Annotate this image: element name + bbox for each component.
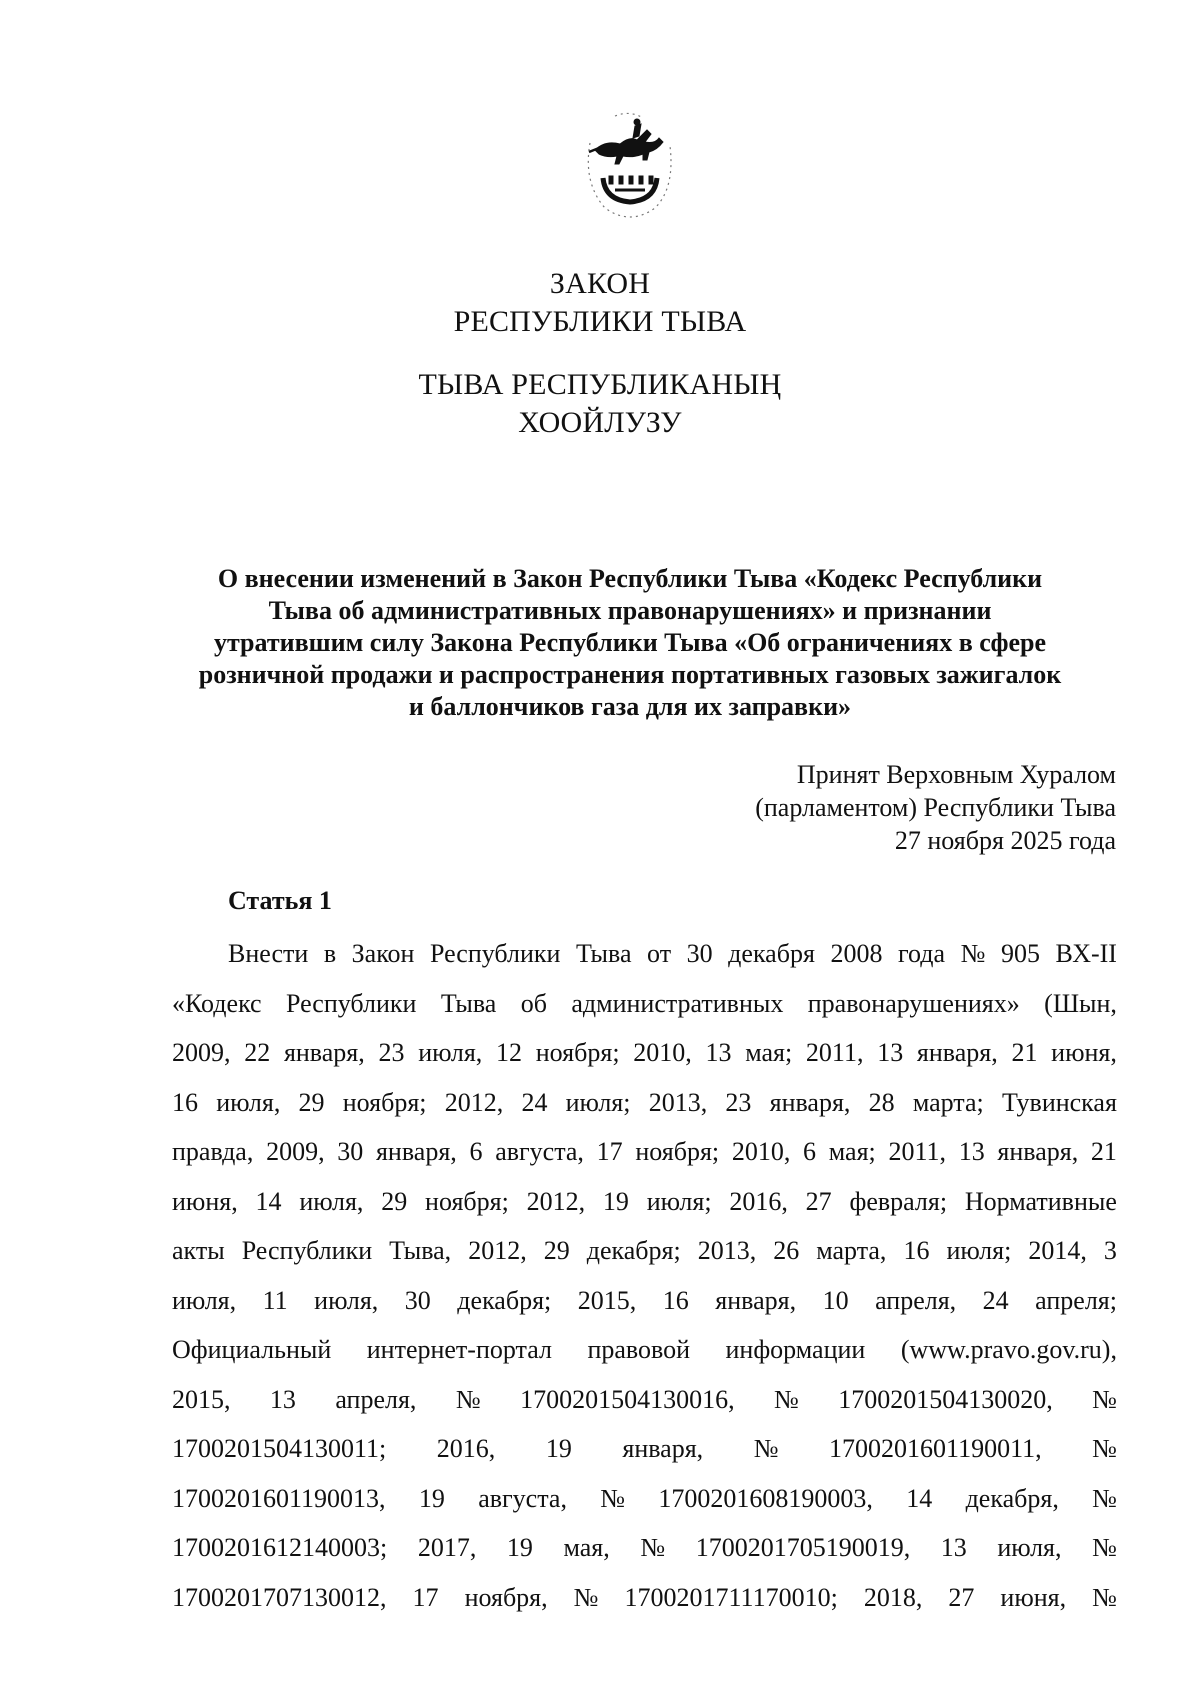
law-title-tuvan (0, 366, 1200, 442)
body-word: 2013, (697, 1236, 757, 1265)
subject-line: Тыва об административных правонарушениях» и признании (268, 596, 992, 625)
body-word: 2012, (468, 1236, 527, 1265)
body-word: 30 (686, 939, 713, 968)
law-title-line: РЕСПУБЛИКИ ТЫВА (453, 305, 747, 338)
body-word: 2016, (436, 1434, 496, 1463)
body-word: 13 (877, 1038, 904, 1067)
body-word: января, (769, 1087, 851, 1117)
body-word: интернет-портал (366, 1335, 552, 1364)
body-word: мая, (563, 1533, 610, 1562)
body-word: 2008 (830, 939, 883, 968)
body-line (172, 1573, 1117, 1623)
body-word: ноября; (635, 1137, 720, 1166)
body-line (172, 929, 1117, 979)
body-word: 1700201707130012, (172, 1582, 387, 1612)
body-word: января, (997, 1137, 1079, 1166)
body-word: 23 (378, 1038, 405, 1067)
body-word: Официальный (172, 1335, 332, 1364)
body-word: об (520, 988, 547, 1018)
adoption-note (755, 758, 1116, 857)
body-word: 10 (822, 1285, 849, 1315)
body-word: декабря; (586, 1236, 681, 1265)
body-word: 28 (868, 1087, 895, 1117)
body-word: Тувинская (1001, 1087, 1117, 1117)
body-word: № (640, 1533, 666, 1562)
body-word: Закон (351, 939, 415, 968)
body-word: июля, (418, 1038, 483, 1067)
body-line (172, 1028, 1117, 1078)
body-word: 21 (1090, 1137, 1117, 1166)
body-word: 6 (469, 1137, 483, 1166)
body-word: марта; (912, 1087, 984, 1117)
body-word: декабря, (965, 1483, 1059, 1513)
law-subject-heading (150, 563, 1110, 723)
body-word: правда, (172, 1137, 254, 1166)
body-word: 29 (298, 1087, 325, 1117)
body-word: апреля, (335, 1384, 417, 1414)
article-body (172, 929, 1117, 1622)
body-word: 19 (602, 1186, 629, 1216)
body-word: Республики (285, 988, 417, 1018)
body-word: № (573, 1582, 599, 1612)
body-word: 27 (805, 1186, 832, 1216)
body-word: года (898, 939, 946, 968)
body-line (172, 1424, 1117, 1474)
body-word: 2012, (526, 1186, 586, 1216)
body-word: 14 (255, 1186, 282, 1216)
body-word: 1700201612140003; (172, 1533, 388, 1562)
body-word: 2009, (266, 1137, 325, 1166)
body-word: № (753, 1434, 779, 1463)
body-line (172, 1127, 1117, 1177)
subject-line: О внесении изменений в Закон Республики Тыва «Кодекс Республики (217, 564, 1043, 593)
body-word: ВХ-II (1055, 939, 1117, 968)
body-line (172, 1325, 1117, 1375)
body-line (172, 1523, 1117, 1573)
body-word: 13 (705, 1038, 732, 1067)
body-word: 17 (412, 1582, 439, 1612)
body-word: 1700201601190013, (172, 1483, 386, 1513)
body-word: 2018, (863, 1582, 923, 1612)
body-word: № (774, 1384, 799, 1414)
body-word: 3 (1103, 1236, 1117, 1265)
body-word: 19 (545, 1434, 572, 1463)
body-word: 1700201711170010; (624, 1582, 838, 1612)
body-word: 11 (262, 1285, 288, 1315)
body-word: № (455, 1384, 481, 1414)
body-word: июля, (172, 1285, 237, 1315)
body-word: мая; (828, 1137, 876, 1166)
body-word: 13 (940, 1533, 967, 1562)
body-word: 17 (596, 1137, 623, 1166)
body-word: 24 (521, 1087, 548, 1117)
body-word: 30 (337, 1137, 364, 1166)
body-word: 2012, (444, 1087, 504, 1117)
body-word: 19 (506, 1533, 533, 1562)
subject-line: розничной продажи и распространения портативных газовых зажигалок (198, 660, 1062, 689)
body-word: 30 (404, 1285, 431, 1315)
body-word: (Шын, (1044, 988, 1117, 1018)
body-word: 2015, (577, 1285, 637, 1315)
body-word: 14 (906, 1483, 933, 1513)
body-word: № (960, 939, 986, 968)
body-word: 13 (958, 1137, 985, 1166)
body-word: 23 (725, 1087, 752, 1117)
body-word: июля, (216, 1087, 281, 1117)
body-word: января, (622, 1434, 704, 1463)
law-title-russian (0, 265, 1200, 341)
body-word: июля; (565, 1087, 631, 1117)
body-word: правонарушениях» (807, 988, 1020, 1018)
body-word: 13 (269, 1384, 296, 1414)
body-word: 2010, (633, 1038, 692, 1067)
body-word: в (323, 939, 337, 968)
body-word: декабря (728, 939, 815, 968)
body-word: апреля; (1035, 1285, 1117, 1315)
body-word: декабря; (457, 1285, 552, 1315)
body-word: 1700201608190003, (658, 1483, 873, 1513)
body-word: Республики (241, 1236, 373, 1265)
subject-line: утратившим силу Закона Республики Тыва «Об ограничениях в сфере (213, 628, 1047, 657)
body-word: ноября, (464, 1582, 548, 1612)
body-word: 2011, (805, 1038, 864, 1067)
adoption-line: (парламентом) Республики Тыва (755, 793, 1116, 822)
law-title-line: ХООЙЛУЗУ (518, 406, 682, 439)
body-word: 2017, (417, 1533, 477, 1562)
body-word: июня, (172, 1186, 238, 1216)
article-heading: Статья 1 (228, 886, 332, 915)
body-word: июля, (314, 1285, 379, 1315)
body-word: 12 (496, 1038, 523, 1067)
body-word: № (1092, 1384, 1117, 1414)
body-word: акты (172, 1236, 225, 1265)
body-word: июня, (1000, 1582, 1067, 1612)
body-word: № (600, 1483, 626, 1513)
body-word: 1700201504130016, (520, 1384, 735, 1414)
body-word: 21 (1011, 1038, 1038, 1067)
body-word: 2013, (648, 1087, 708, 1117)
body-word: 19 (418, 1483, 445, 1513)
body-word: июня, (1051, 1038, 1117, 1067)
body-word: января, (375, 1137, 457, 1166)
body-word: января, (715, 1285, 797, 1315)
body-word: января, (916, 1038, 998, 1067)
body-word: Тыва (575, 939, 632, 968)
law-title-line: ТЫВА РЕСПУБЛИКАНЫҢ (418, 368, 782, 401)
body-line (172, 1375, 1117, 1425)
body-word: 1700201504130020, (838, 1384, 1053, 1414)
adoption-date: 27 ноября 2025 года (894, 826, 1116, 855)
body-word: № (1092, 1483, 1117, 1513)
coat-of-arms-emblem (575, 108, 685, 228)
body-word: 2009, (172, 1038, 231, 1067)
body-word: от (647, 939, 672, 968)
body-word: 2016, (729, 1186, 788, 1216)
body-word: Тыва (440, 988, 497, 1018)
law-title-line: ЗАКОН (549, 267, 651, 300)
body-word: 1700201705190019, (695, 1533, 911, 1562)
body-word: «Кодекс (172, 988, 262, 1018)
body-word: июля, (997, 1533, 1062, 1562)
body-word: № (1092, 1434, 1117, 1463)
body-word: Тыва, (389, 1236, 452, 1265)
body-word: августа, (478, 1483, 567, 1513)
body-word: 1700201601190011, (829, 1434, 1042, 1463)
body-word: 16 (903, 1236, 930, 1265)
body-word: 905 (1000, 939, 1040, 968)
body-word: 2010, (731, 1137, 791, 1166)
body-word: ноября; (425, 1186, 509, 1216)
body-word: января, (283, 1038, 365, 1067)
body-line (172, 979, 1117, 1029)
body-line (172, 1177, 1117, 1227)
body-line (172, 1474, 1117, 1524)
subject-line: и баллончиков газа для их заправки» (408, 692, 852, 721)
body-word: ноября; (342, 1087, 427, 1117)
body-word: 6 (803, 1137, 817, 1166)
body-word: 24 (982, 1285, 1009, 1315)
body-line (172, 1226, 1117, 1276)
body-word: информации (725, 1335, 866, 1364)
body-word: № (1092, 1582, 1117, 1612)
body-word: 1700201504130011; (172, 1434, 387, 1463)
body-word: (www.pravo.gov.ru), (900, 1335, 1117, 1364)
adoption-line: Принят Верховным Хуралом (796, 760, 1116, 789)
body-word: мая; (745, 1038, 793, 1067)
body-word: апреля, (875, 1285, 957, 1315)
body-word: 2015, (172, 1384, 231, 1414)
body-word: 2011, (888, 1137, 946, 1166)
body-word: 16 (172, 1087, 198, 1117)
body-word: 27 (948, 1582, 975, 1612)
body-word: июля, (299, 1186, 364, 1216)
body-line (172, 1078, 1117, 1128)
body-word: июля; (646, 1186, 712, 1216)
body-word: 29 (381, 1186, 408, 1216)
body-line (172, 1276, 1117, 1326)
body-word: 29 (543, 1236, 570, 1265)
body-word: ноября; (535, 1038, 620, 1067)
body-word: 16 (662, 1285, 689, 1315)
body-word: марта, (816, 1236, 887, 1265)
body-word: административных (571, 988, 784, 1018)
body-word: 2014, (1028, 1236, 1087, 1265)
body-word: Нормативные (964, 1186, 1117, 1216)
body-word: августа, (495, 1137, 584, 1166)
body-word: июля; (946, 1236, 1012, 1265)
body-word: Республики (429, 939, 561, 968)
body-word: правовой (587, 1335, 691, 1364)
body-word: 22 (244, 1038, 271, 1067)
body-word: № (1092, 1533, 1117, 1562)
body-word: Внести (228, 939, 309, 968)
body-word: февраля; (849, 1186, 948, 1216)
body-word: 26 (773, 1236, 800, 1265)
